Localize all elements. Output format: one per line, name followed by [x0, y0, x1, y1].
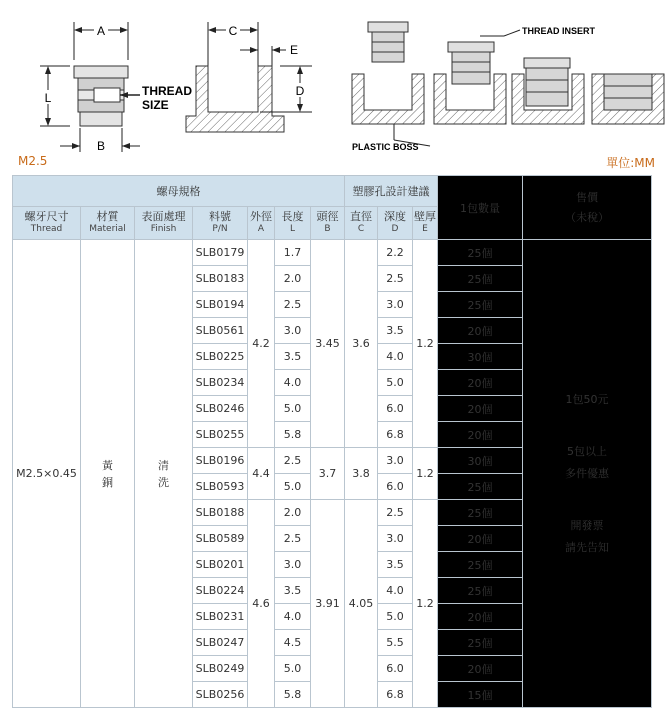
column-header-en: B: [324, 224, 331, 234]
thread-label: THREAD: [142, 84, 192, 98]
depth-cell: 2.5: [378, 500, 413, 526]
depth-cell: 5.0: [378, 604, 413, 630]
qty-cell: 25個: [438, 500, 523, 526]
part-number-cell: SLB0179: [193, 240, 248, 266]
column-header-zh: 外徑: [250, 210, 272, 223]
depth-cell: 4.0: [378, 578, 413, 604]
outer-diameter-cell: 4.4: [248, 448, 275, 500]
qty-cell: 20個: [438, 318, 523, 344]
part-number-cell: SLB0183: [193, 266, 248, 292]
column-header: [135, 207, 193, 240]
plastic-boss-label: PLASTIC BOSS: [352, 142, 419, 152]
length-cell: 4.0: [275, 370, 311, 396]
depth-cell: 3.5: [378, 318, 413, 344]
spec-table: [12, 175, 652, 708]
thread-insert-label: THREAD INSERT: [522, 26, 596, 36]
material-char: 黃: [102, 458, 113, 472]
length-cell: 4.5: [275, 630, 311, 656]
hole-diameter-cell: 3.6: [345, 240, 378, 448]
column-header-zh: 螺牙尺寸: [24, 210, 69, 223]
part-number-cell: SLB0225: [193, 344, 248, 370]
install-sequence-drawing: [352, 22, 664, 152]
column-header-zh: 頭徑: [316, 210, 339, 223]
outer-diameter-cell: 4.2: [248, 240, 275, 448]
column-header: [13, 207, 81, 240]
qty-cell: 20個: [438, 422, 523, 448]
qty-cell: 25個: [438, 240, 523, 266]
length-cell: 5.8: [275, 682, 311, 708]
part-number-cell: SLB0234: [193, 370, 248, 396]
spec-body: [13, 240, 652, 708]
part-number-cell: SLB0231: [193, 604, 248, 630]
dim-d-label: D: [295, 84, 305, 98]
length-cell: 2.5: [275, 292, 311, 318]
thread-cell: M2.5×0.45: [13, 240, 81, 708]
depth-cell: 2.2: [378, 240, 413, 266]
qty-cell: 30個: [438, 344, 523, 370]
column-header-en: Material: [89, 224, 126, 234]
drawing-svg: [0, 0, 671, 160]
wall-thickness-cell: 1.2: [413, 500, 438, 708]
column-header-en: Thread: [30, 224, 63, 234]
depth-cell: 3.0: [378, 448, 413, 474]
qty-cell: 20個: [438, 604, 523, 630]
column-header-en: D: [391, 224, 399, 234]
part-number-cell: SLB0561: [193, 318, 248, 344]
column-header-zh: 材質: [96, 210, 119, 223]
length-cell: 3.0: [275, 318, 311, 344]
boss-drawing: [186, 22, 312, 132]
column-header: [413, 207, 438, 240]
column-header-en: E: [422, 224, 428, 234]
price-text: 5包以上: [567, 444, 607, 458]
column-header-en: P/N: [212, 224, 228, 234]
column-header-en: Finish: [150, 224, 177, 234]
head-diameter-cell: 3.91: [311, 500, 345, 708]
part-number-cell: SLB0255: [193, 422, 248, 448]
column-header: [81, 207, 135, 240]
part-number-cell: SLB0593: [193, 474, 248, 500]
part-number-cell: SLB0201: [193, 552, 248, 578]
column-header-zh: 直徑: [350, 210, 372, 223]
column-header: [311, 207, 345, 240]
group-nut-header: 螺母規格: [13, 176, 345, 207]
length-cell: 4.0: [275, 604, 311, 630]
part-number-cell: SLB0196: [193, 448, 248, 474]
column-header-en: L: [289, 224, 295, 234]
length-cell: 3.5: [275, 344, 311, 370]
hole-diameter-cell: 3.8: [345, 448, 378, 500]
qty-header: 1包數量: [438, 176, 523, 240]
column-header-zh: 長度: [281, 210, 304, 223]
column-header: [378, 207, 413, 240]
qty-cell: 25個: [438, 292, 523, 318]
insert-drawing: [40, 22, 192, 153]
depth-cell: 2.5: [378, 266, 413, 292]
column-header-zh: 壁厚: [414, 210, 436, 223]
finish-cell: [135, 240, 193, 708]
length-cell: 5.0: [275, 396, 311, 422]
part-number-cell: SLB0224: [193, 578, 248, 604]
depth-cell: 5.0: [378, 370, 413, 396]
table-row: [13, 240, 652, 266]
column-header: [275, 207, 311, 240]
column-header: [345, 207, 378, 240]
column-header: [248, 207, 275, 240]
column-header-zh: 表面處理: [141, 210, 186, 223]
depth-cell: 6.0: [378, 396, 413, 422]
depth-cell: 5.5: [378, 630, 413, 656]
material-cell: [81, 240, 135, 708]
price-text: 1包50元: [565, 392, 609, 406]
part-number-cell: SLB0589: [193, 526, 248, 552]
wall-thickness-cell: 1.2: [413, 448, 438, 500]
depth-cell: 6.0: [378, 474, 413, 500]
length-cell: 1.7: [275, 240, 311, 266]
price-cell: [523, 240, 652, 708]
qty-cell: 25個: [438, 266, 523, 292]
depth-cell: 6.8: [378, 682, 413, 708]
unit-label: 單位:MM: [606, 156, 655, 170]
qty-cell: 30個: [438, 448, 523, 474]
head-diameter-cell: 3.7: [311, 448, 345, 500]
column-header-zh: 料號: [209, 210, 231, 223]
dim-a-label: A: [96, 24, 106, 38]
qty-cell: 15個: [438, 682, 523, 708]
length-cell: 5.0: [275, 474, 311, 500]
column-header-zh: 深度: [384, 210, 406, 223]
dim-c-label: C: [228, 24, 238, 38]
price-text: 多件優惠: [565, 466, 609, 480]
dim-b-label: B: [96, 139, 106, 153]
qty-cell: 20個: [438, 526, 523, 552]
price-header-line2: （未稅）: [565, 210, 609, 224]
size-label: SIZE: [142, 98, 169, 112]
qty-cell: 20個: [438, 656, 523, 682]
dim-e-label: E: [289, 43, 299, 57]
outer-diameter-cell: 4.6: [248, 500, 275, 708]
part-number-cell: SLB0246: [193, 396, 248, 422]
length-cell: 5.8: [275, 422, 311, 448]
price-text: 請先告知: [565, 540, 609, 554]
part-number-cell: SLB0256: [193, 682, 248, 708]
group-boss-header: 塑膠孔設計建議: [345, 176, 438, 207]
qty-cell: 25個: [438, 578, 523, 604]
wall-thickness-cell: 1.2: [413, 240, 438, 448]
price-header: [523, 176, 652, 240]
qty-cell: 20個: [438, 396, 523, 422]
length-cell: 2.0: [275, 266, 311, 292]
hole-diameter-cell: 4.05: [345, 500, 378, 708]
depth-cell: 3.0: [378, 526, 413, 552]
part-number-cell: SLB0194: [193, 292, 248, 318]
depth-cell: 3.0: [378, 292, 413, 318]
length-cell: 3.5: [275, 578, 311, 604]
technical-drawings: [0, 0, 671, 160]
material-char: 銅: [102, 475, 113, 489]
depth-cell: 4.0: [378, 344, 413, 370]
column-header-en: A: [257, 224, 265, 234]
part-number-cell: SLB0247: [193, 630, 248, 656]
finish-char: 清: [158, 458, 169, 472]
length-cell: 2.5: [275, 448, 311, 474]
depth-cell: 6.0: [378, 656, 413, 682]
price-text: 開發票: [570, 518, 604, 532]
finish-char: 洗: [158, 475, 169, 489]
price-header-line1: 售價: [576, 190, 598, 204]
model-label: M2.5: [18, 154, 48, 168]
depth-cell: 3.5: [378, 552, 413, 578]
length-cell: 5.0: [275, 656, 311, 682]
length-cell: 2.0: [275, 500, 311, 526]
qty-cell: 25個: [438, 552, 523, 578]
length-cell: 2.5: [275, 526, 311, 552]
dim-l-label: L: [44, 91, 52, 105]
column-header: [193, 207, 248, 240]
head-diameter-cell: 3.45: [311, 240, 345, 448]
qty-cell: 25個: [438, 474, 523, 500]
part-number-cell: SLB0188: [193, 500, 248, 526]
length-cell: 3.0: [275, 552, 311, 578]
column-header-en: C: [357, 224, 365, 234]
qty-cell: 20個: [438, 370, 523, 396]
qty-cell: 25個: [438, 630, 523, 656]
part-number-cell: SLB0249: [193, 656, 248, 682]
depth-cell: 6.8: [378, 422, 413, 448]
